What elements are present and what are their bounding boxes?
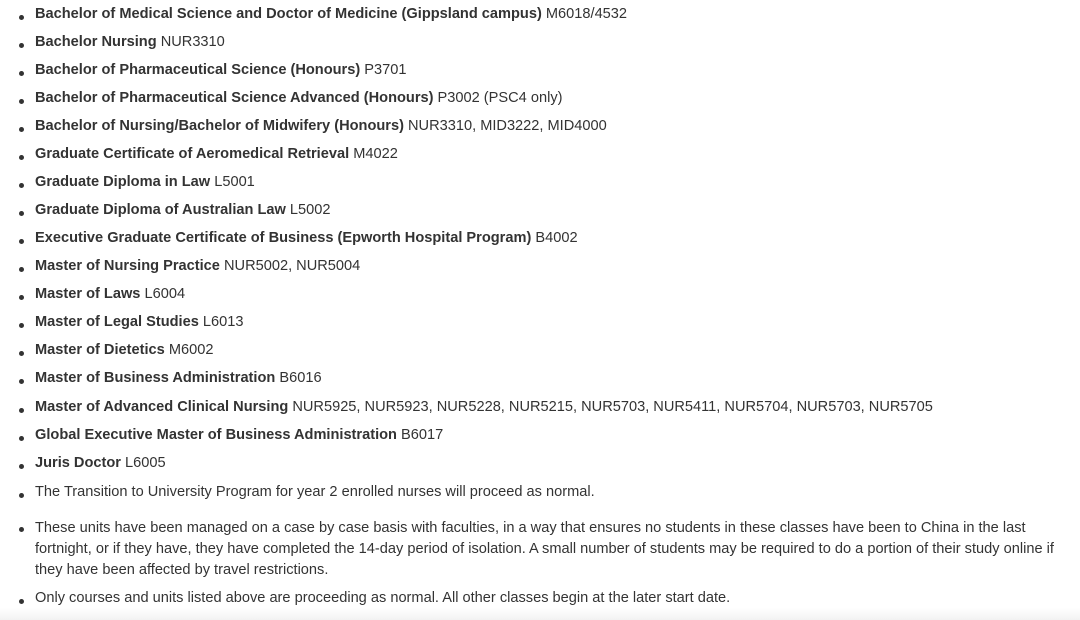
course-code: B4002 — [535, 230, 578, 246]
bullet-icon — [19, 323, 24, 328]
list-item — [0, 32, 1080, 60]
bullet-icon — [19, 379, 24, 384]
list-item-text — [35, 425, 443, 445]
bullet-icon — [19, 155, 24, 160]
list-item — [0, 340, 1080, 368]
list-item — [0, 312, 1080, 340]
course-name: Executive Graduate Certificate of Business (Epworth Hospital Program) — [35, 230, 532, 246]
course-code: L5002 — [289, 202, 331, 218]
bottom-edge-shade — [0, 608, 1080, 620]
course-name: Juris Doctor — [35, 455, 121, 471]
course-code: NUR3310, MID3222, MID4000 — [408, 118, 607, 134]
note-item — [0, 482, 1080, 510]
course-name: Master of Nursing Practice — [35, 258, 220, 274]
list-item-text — [35, 88, 562, 108]
list-item — [0, 4, 1080, 32]
list-item — [0, 200, 1080, 228]
bullet-icon — [19, 99, 24, 104]
bullet-icon — [19, 71, 24, 76]
list-item — [0, 60, 1080, 88]
list-item-text — [35, 284, 185, 304]
bullet-icon — [19, 493, 24, 498]
course-code: L6005 — [125, 455, 166, 471]
note-text: These units have been managed on a case by case basis with faculties, in a way that ensures no students in these classes have been to China in the last fortnight, or if they have, they have completed the 14-day period of isolation. A small number of students may be required to do a portion of their study online if they have been affected by travel restrictions. — [35, 520, 1054, 578]
list-item-text — [35, 397, 933, 417]
course-code: NUR5925, NUR5923, NUR5228, NUR5215, NUR5703, NUR5411, NUR5704, NUR5703, NUR5705 — [292, 399, 933, 415]
course-name: Master of Advanced Clinical Nursing — [35, 399, 289, 415]
list-item — [0, 256, 1080, 284]
bullet-icon — [19, 267, 24, 272]
bullet-icon — [19, 351, 24, 356]
bullet-icon — [19, 183, 24, 188]
list-item-text — [35, 172, 255, 192]
note-text: The Transition to University Program for year 2 enrolled nurses will proceed as normal. — [35, 484, 595, 500]
bullet-icon — [19, 43, 24, 48]
bullet-icon — [19, 436, 24, 441]
bullet-icon — [19, 295, 24, 300]
list-item-text — [35, 60, 406, 80]
bullet-icon — [19, 127, 24, 132]
bullet-icon — [19, 408, 24, 413]
list-item-text — [35, 368, 322, 388]
note-item — [0, 518, 1080, 584]
bullet-icon — [19, 211, 24, 216]
list-item — [0, 453, 1080, 481]
course-name: Master of Legal Studies — [35, 314, 199, 330]
note-text: Only courses and units listed above are proceeding as normal. All other classes begin at the later start date. — [35, 590, 731, 606]
list-item-text — [35, 256, 360, 276]
course-name: Master of Business Administration — [35, 370, 276, 386]
course-code: B6017 — [401, 427, 444, 443]
course-code: L5001 — [214, 174, 255, 190]
list-item-text — [35, 228, 578, 248]
list-item-text — [35, 116, 607, 136]
course-code: M6002 — [168, 342, 214, 358]
course-name: Graduate Certificate of Aeromedical Retrieval — [35, 146, 350, 162]
list-item — [0, 284, 1080, 312]
list-item — [0, 228, 1080, 256]
course-name: Bachelor of Pharmaceutical Science (Honours) — [35, 62, 361, 78]
course-code: P3002 (PSC4 only) — [437, 90, 563, 106]
list-item — [0, 116, 1080, 144]
course-name: Master of Dietetics — [35, 342, 165, 358]
bullet-icon — [19, 464, 24, 469]
list-item — [0, 397, 1080, 425]
course-code: L6013 — [202, 314, 244, 330]
bullet-icon — [19, 15, 24, 20]
list-item — [0, 88, 1080, 116]
course-name: Graduate Diploma in Law — [35, 174, 211, 190]
list-item — [0, 144, 1080, 172]
list-item — [0, 368, 1080, 396]
course-code: L6004 — [144, 286, 186, 302]
course-code: NUR3310 — [160, 34, 225, 50]
course-name: Bachelor of Nursing/Bachelor of Midwifery (Honours) — [35, 118, 404, 134]
course-name: Bachelor Nursing — [35, 34, 157, 50]
course-code: B6016 — [279, 370, 322, 386]
bullet-icon — [19, 599, 24, 604]
course-code: M6018/4532 — [545, 6, 628, 22]
course-code: NUR5002, NUR5004 — [223, 258, 361, 274]
bullet-icon — [19, 527, 24, 532]
list-item-text — [35, 4, 627, 24]
list-item — [0, 172, 1080, 200]
list-item-text — [35, 200, 331, 220]
list-item-text — [35, 32, 225, 52]
bullet-icon — [19, 239, 24, 244]
list-item-text — [35, 312, 243, 332]
list-item-text — [35, 453, 166, 473]
course-name: Global Executive Master of Business Administration — [35, 427, 397, 443]
course-name: Bachelor of Pharmaceutical Science Advanced (Honours) — [35, 90, 434, 106]
course-code: P3701 — [364, 62, 407, 78]
course-name: Bachelor of Medical Science and Doctor of Medicine (Gippsland campus) — [35, 6, 542, 22]
course-name: Master of Laws — [35, 286, 141, 302]
course-name: Graduate Diploma of Australian Law — [35, 202, 286, 218]
list-item — [0, 425, 1080, 453]
course-code: M4022 — [353, 146, 398, 162]
list-item-text — [35, 340, 213, 360]
list-item-text — [35, 144, 398, 164]
